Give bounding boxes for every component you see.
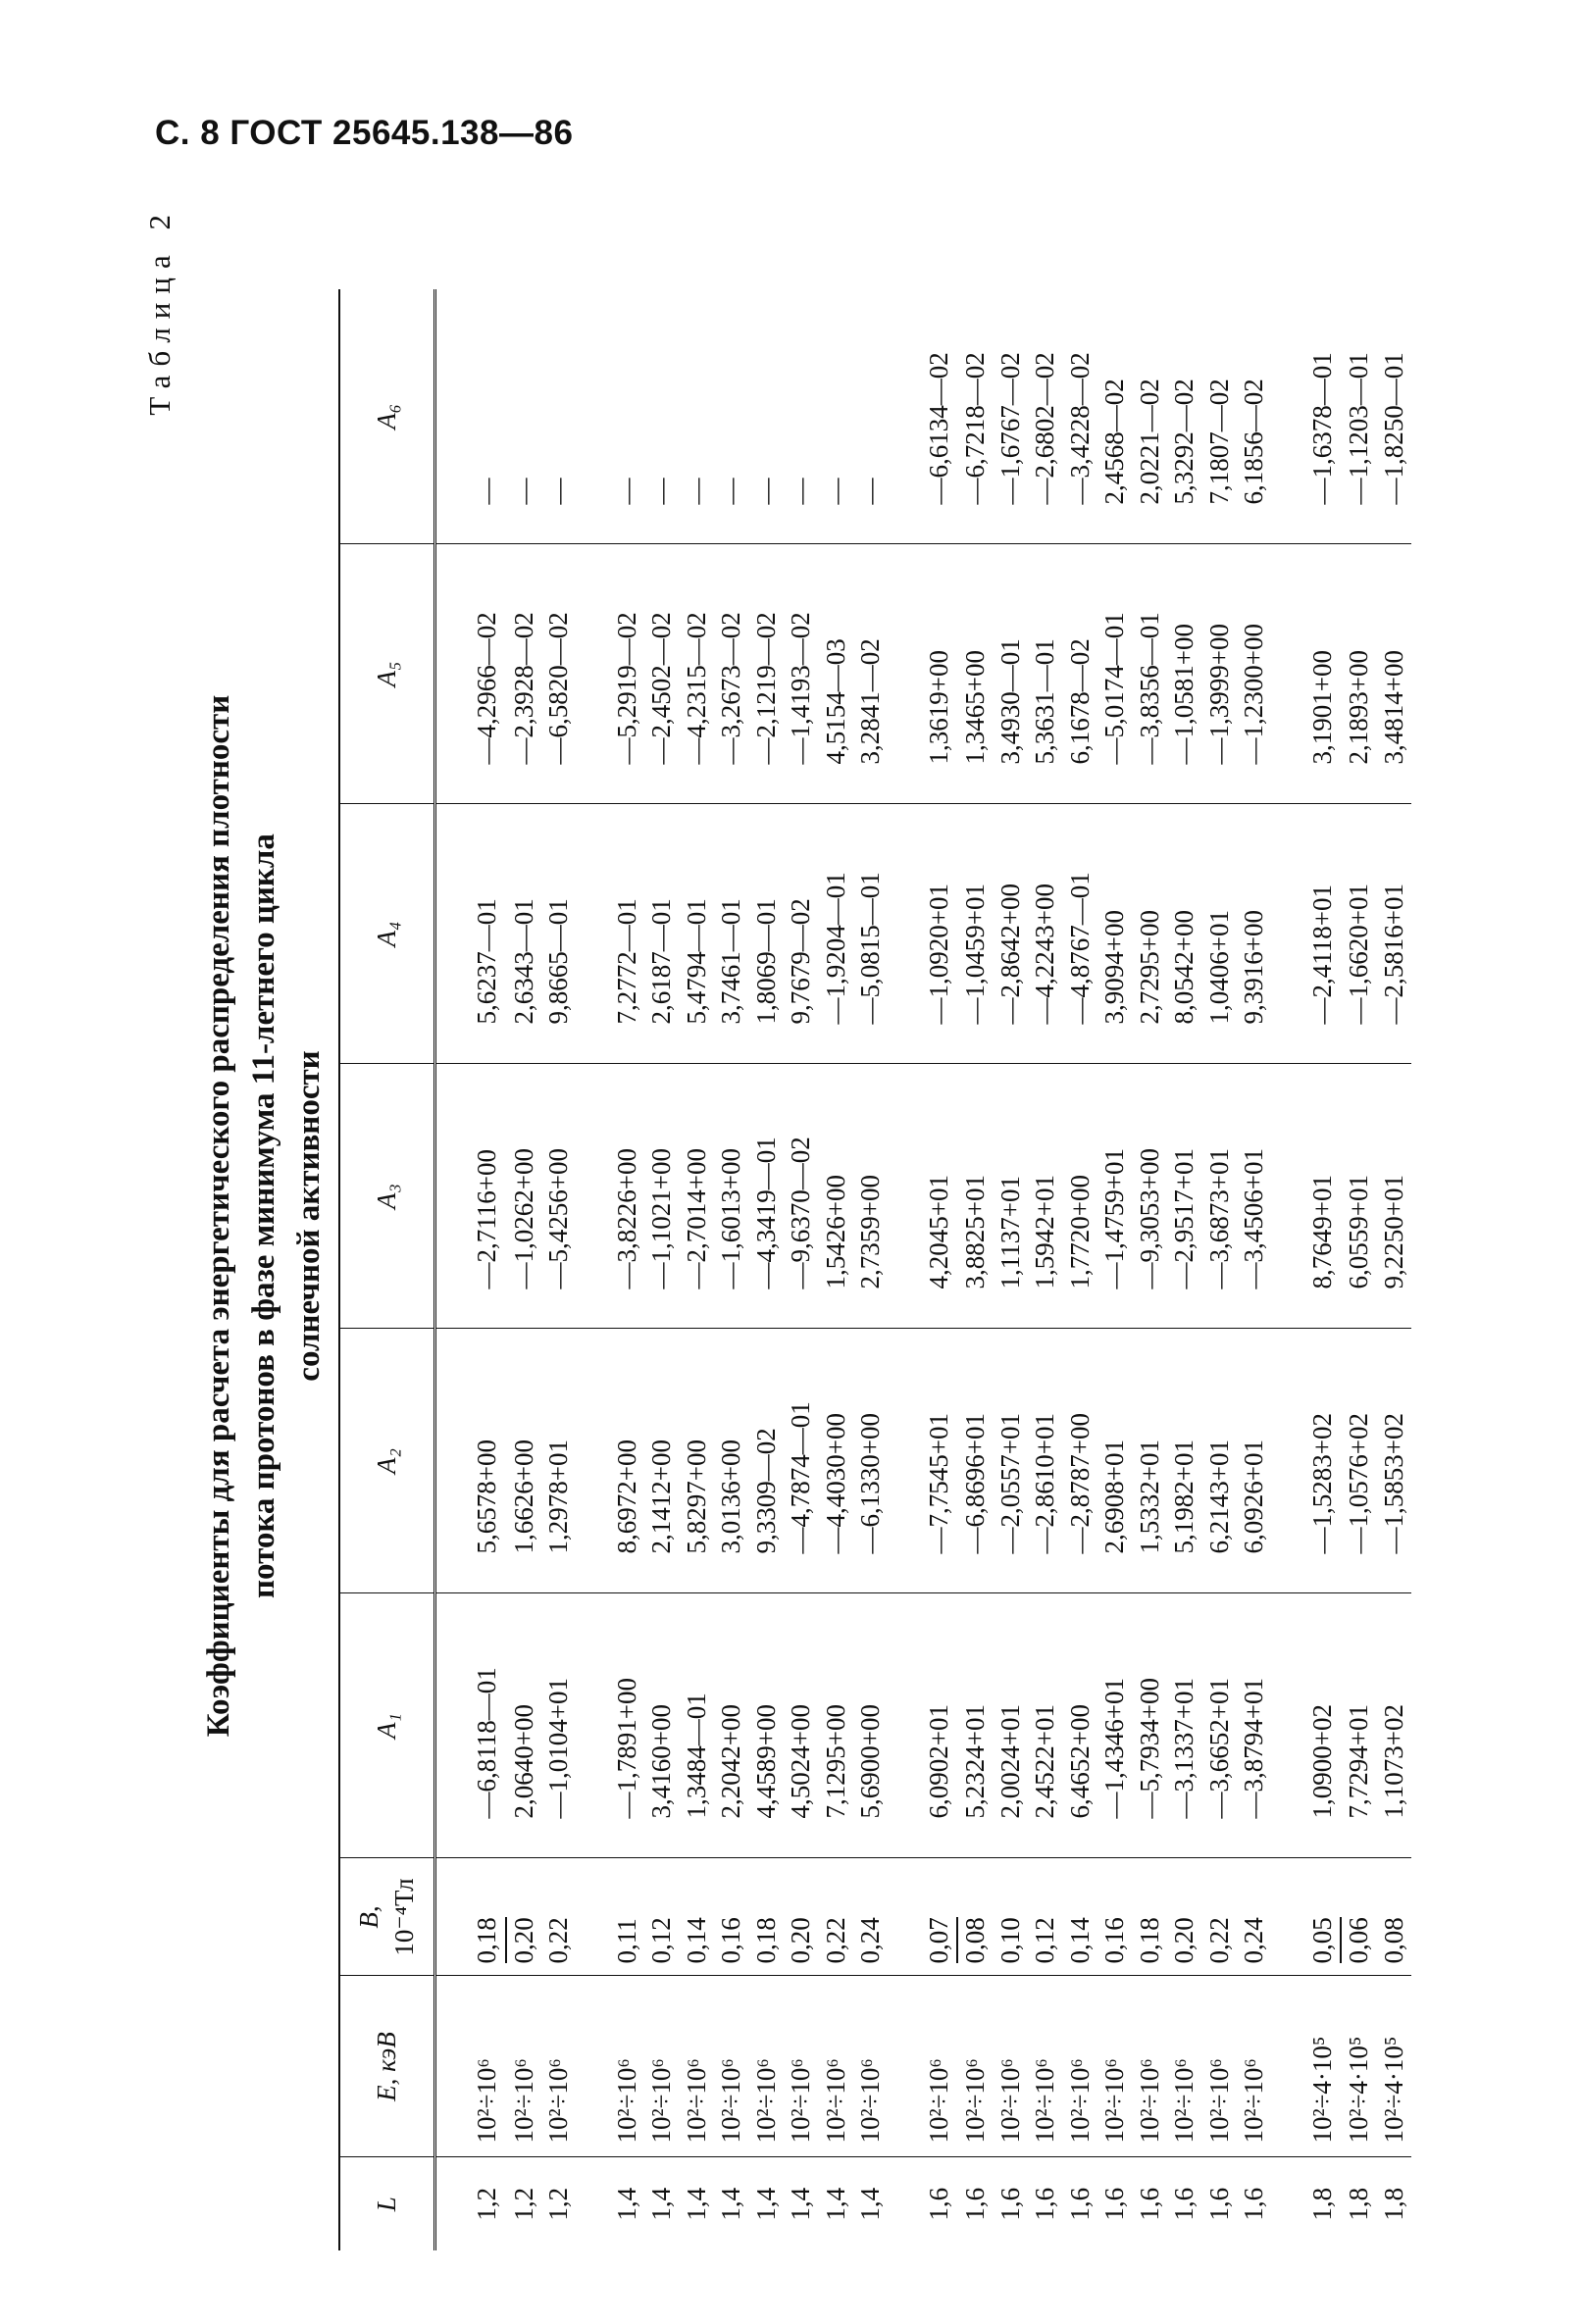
cell-a5: —4,2315—02 — [680, 544, 715, 804]
cell-a2: —2,0557+01 — [994, 1329, 1029, 1593]
header-a6: A₆ — [339, 289, 435, 544]
cell-a1: 1,1073+02 — [1377, 1593, 1412, 1858]
cell-a5: 1,3619+00 — [922, 544, 959, 804]
cell-a3: —1,0262+00 — [507, 1064, 542, 1329]
table-row — [610, 289, 645, 2250]
cell-a3: 2,7359+00 — [853, 1064, 889, 1329]
header-a4: A₄ — [339, 804, 435, 1064]
cell-a1: —3,1337+01 — [1167, 1593, 1202, 1858]
cell-a4: 9,7679—02 — [784, 804, 819, 1064]
cell-e: 10²÷10⁶ — [714, 1976, 749, 2157]
cell-a3: —2,7116+00 — [470, 1064, 507, 1329]
cell-a2: 5,1982+01 — [1167, 1329, 1202, 1593]
cell-l: 1,8 — [1377, 2157, 1412, 2250]
caption-line: потока протонов в фазе минимума 11-летнего цикла — [246, 834, 281, 1598]
cell-a4: 1,0406+01 — [1202, 804, 1238, 1064]
cell-a6: 2,0221—02 — [1134, 379, 1164, 505]
cell-a1: 2,0640+00 — [507, 1593, 542, 1858]
cell-b: 0,20 — [507, 1858, 542, 1976]
cell-a5: 2,1893+00 — [1342, 544, 1377, 804]
table-row — [1133, 289, 1168, 2250]
cell-b: 0,14 — [1063, 1858, 1098, 1976]
cell-a4: 9,3916+00 — [1237, 804, 1272, 1064]
cell-a1: —3,8794+01 — [1237, 1593, 1272, 1858]
cell-a4: 3,7461—01 — [714, 804, 749, 1064]
cell-b: 0,16 — [714, 1858, 749, 1976]
page-header: С. 8 ГОСТ 25645.138—86 — [155, 114, 574, 152]
cell-l: 1,6 — [1133, 2157, 1168, 2250]
table-row — [680, 289, 715, 2250]
cell-e: 10²÷10⁶ — [1063, 1976, 1098, 2157]
cell-a2: 9,3309—02 — [749, 1329, 785, 1593]
cell-e: 10²÷10⁶ — [749, 1976, 785, 2157]
cell-a5: 5,3631—01 — [1028, 544, 1063, 804]
rotated-table-block — [137, 152, 1408, 2280]
cell-a1: 6,0902+01 — [922, 1593, 959, 1858]
cell-a6: — — [786, 478, 815, 505]
cell-a4: 3,9094+00 — [1097, 804, 1133, 1064]
cell-a2: —1,5283+02 — [1305, 1329, 1343, 1593]
cell-l: 1,6 — [1097, 2157, 1133, 2250]
cell-l: 1,6 — [1167, 2157, 1202, 2250]
cell-a1: —6,8118—01 — [470, 1593, 507, 1858]
cell-a3: 1,5942+01 — [1028, 1064, 1063, 1329]
cell-l: 1,6 — [1202, 2157, 1238, 2250]
cell-l: 1,4 — [819, 2157, 854, 2250]
table-row — [1342, 289, 1377, 2250]
cell-a5: —1,3999+00 — [1202, 544, 1238, 804]
cell-l: 1,4 — [853, 2157, 889, 2250]
cell-a1: 6,4652+00 — [1063, 1593, 1098, 1858]
cell-l: 1,2 — [541, 2157, 577, 2250]
caption-line: Коэффициенты для расчета энергетического распределения плотности — [201, 694, 236, 1738]
cell-a4: —2,8642+00 — [994, 804, 1029, 1064]
cell-a6: —2,6802—02 — [1030, 352, 1059, 505]
table-label: Таблица 2 — [142, 206, 177, 416]
cell-e: 10²÷4·10⁵ — [1305, 1976, 1343, 2157]
cell-a1: 7,1295+00 — [819, 1593, 854, 1858]
cell-b — [1305, 1858, 1343, 1976]
cell-a5: 3,2841—02 — [853, 544, 889, 804]
cell-a3: 3,8825+01 — [958, 1064, 994, 1329]
cell-a4: 5,6237—01 — [470, 804, 507, 1064]
cell-e: 10²÷10⁶ — [1097, 1976, 1133, 2157]
cell-a2: 3,0136+00 — [714, 1329, 749, 1593]
cell-e: 10²÷10⁶ — [1202, 1976, 1238, 2157]
cell-e: 10²÷10⁶ — [541, 1976, 577, 2157]
cell-a2: —6,1330+00 — [853, 1329, 889, 1593]
cell-b: 0,12 — [1028, 1858, 1063, 1976]
cell-a6: —1,1203—01 — [1344, 352, 1373, 505]
cell-a5: —3,8356—01 — [1133, 544, 1168, 804]
cell-l: 1,6 — [1237, 2157, 1272, 2250]
cell-a5: —4,2966—02 — [470, 544, 507, 804]
cell-b: 0,22 — [541, 1858, 577, 1976]
cell-e: 10²÷10⁶ — [644, 1976, 680, 2157]
cell-b: 0,18 — [749, 1858, 785, 1976]
cell-a3: —9,3053+00 — [1133, 1064, 1168, 1329]
cell-a6: —1,6378—01 — [1306, 352, 1337, 505]
cell-e: 10²÷10⁶ — [1237, 1976, 1272, 2157]
cell-a6: 2,4568—02 — [1099, 379, 1129, 505]
header-row — [339, 289, 435, 2250]
cell-a6: — — [855, 478, 885, 505]
table-row — [749, 289, 785, 2250]
cell-e: 10²÷10⁶ — [470, 1976, 507, 2157]
cell-a5: —5,0174—01 — [1097, 544, 1133, 804]
cell-a4: 2,6343—01 — [507, 804, 542, 1064]
cell-a2: 2,1412+00 — [644, 1329, 680, 1593]
cell-a3: 1,5426+00 — [819, 1064, 854, 1329]
cell-a4: —1,0459+01 — [958, 804, 994, 1064]
cell-a5: 3,4930—01 — [994, 544, 1029, 804]
header-a5: A₅ — [339, 544, 435, 804]
cell-b: 0,08 — [1377, 1858, 1412, 1976]
cell-e: 10²÷4·10⁵ — [1377, 1976, 1412, 2157]
cell-a2: —4,4030+00 — [819, 1329, 854, 1593]
cell-b: 0,11 — [610, 1858, 645, 1976]
cell-a3: 9,2250+01 — [1377, 1064, 1412, 1329]
cell-a3: —4,3419—01 — [749, 1064, 785, 1329]
table-caption — [196, 152, 332, 2280]
cell-a6: 5,3292—02 — [1169, 379, 1198, 505]
table-row — [1377, 289, 1412, 2250]
cell-a1: —1,7891+00 — [610, 1593, 645, 1858]
cell-l: 1,6 — [1063, 2157, 1098, 2250]
cell-a1: 1,0900+02 — [1305, 1593, 1343, 1858]
cell-a2: —1,5853+02 — [1377, 1329, 1412, 1593]
header-a3: A₃ — [339, 1064, 435, 1329]
cell-a1: 4,5024+00 — [784, 1593, 819, 1858]
cell-a6: — — [750, 478, 781, 505]
cell-a3: —5,4256+00 — [541, 1064, 577, 1329]
cell-a3: 6,0559+01 — [1342, 1064, 1377, 1329]
cell-a1: 5,6900+00 — [853, 1593, 889, 1858]
cell-e: 10²÷10⁶ — [958, 1976, 994, 2157]
cell-a4: 7,2772—01 — [610, 804, 645, 1064]
table-row — [541, 289, 577, 2250]
cell-l: 1,4 — [644, 2157, 680, 2250]
cell-e: 10²÷4·10⁵ — [1342, 1976, 1377, 2157]
cell-a4: 5,4794—01 — [680, 804, 715, 1064]
cell-e: 10²÷10⁶ — [507, 1976, 542, 2157]
cell-a2: —6,8696+01 — [958, 1329, 994, 1593]
cell-b-value: 0,05 — [1305, 1917, 1343, 1963]
cell-a2: —7,7545+01 — [922, 1329, 959, 1593]
cell-a1: —3,6652+01 — [1202, 1593, 1238, 1858]
cell-a6: —1,6767—02 — [994, 352, 1025, 505]
cell-a5: —6,5820—02 — [541, 544, 577, 804]
cell-a6: — — [681, 478, 711, 505]
table-row — [1097, 289, 1133, 2250]
cell-a6: — — [543, 478, 573, 505]
table-row — [1167, 289, 1202, 2250]
cell-b-value: 0,07 — [922, 1917, 959, 1963]
cell-b — [470, 1858, 507, 1976]
table-body — [435, 289, 1412, 2250]
cell-l: 1,4 — [610, 2157, 645, 2250]
cell-l: 1,4 — [784, 2157, 819, 2250]
cell-a1: —5,7934+00 — [1133, 1593, 1168, 1858]
cell-a4: —2,5816+01 — [1377, 804, 1412, 1064]
cell-a3: —1,4759+01 — [1097, 1064, 1133, 1329]
header-l: L — [339, 2157, 435, 2250]
cell-a2: —2,8610+01 — [1028, 1329, 1063, 1593]
cell-b — [922, 1858, 959, 1976]
cell-a1: 2,2042+00 — [714, 1593, 749, 1858]
cell-b: 0,10 — [994, 1858, 1029, 1976]
cell-b: 0,20 — [1167, 1858, 1202, 1976]
cell-l: 1,6 — [922, 2157, 959, 2250]
cell-a5: —2,1219—02 — [749, 544, 785, 804]
cell-e: 10²÷10⁶ — [1028, 1976, 1063, 2157]
cell-b: 0,12 — [644, 1858, 680, 1976]
header-b-bottom: 10⁻⁴Тл — [388, 1878, 419, 1956]
table-row — [1063, 289, 1098, 2250]
cell-e: 10²÷10⁶ — [610, 1976, 645, 2157]
cell-a1: 3,4160+00 — [644, 1593, 680, 1858]
cell-a2: —2,8787+00 — [1063, 1329, 1098, 1593]
cell-b: 0,22 — [1202, 1858, 1238, 1976]
cell-a5: —5,2919—02 — [610, 544, 645, 804]
header-a1: A₁ — [339, 1593, 435, 1858]
cell-e: 10²÷10⁶ — [819, 1976, 854, 2157]
cell-a2: —4,7874—01 — [784, 1329, 819, 1593]
header-a2: A₂ — [339, 1329, 435, 1593]
cell-a4: —1,6620+01 — [1342, 804, 1377, 1064]
cell-a2: 8,6972+00 — [610, 1329, 645, 1593]
cell-a2: 2,6908+01 — [1097, 1329, 1133, 1593]
cell-a2: 1,5332+01 — [1133, 1329, 1168, 1593]
table-row — [644, 289, 680, 2250]
cell-b: 0,20 — [784, 1858, 819, 1976]
cell-b: 0,06 — [1342, 1858, 1377, 1976]
cell-e: 10²÷10⁶ — [784, 1976, 819, 2157]
cell-a3: 1,1137+01 — [994, 1064, 1029, 1329]
cell-b: 0,24 — [1237, 1858, 1272, 1976]
cell-b: 0,08 — [958, 1858, 994, 1976]
cell-a4: —5,0815—01 — [853, 804, 889, 1064]
header-e: E, кэВ — [339, 1976, 435, 2157]
table-row — [994, 289, 1029, 2250]
cell-a2: —1,0576+02 — [1342, 1329, 1377, 1593]
cell-e: 10²÷10⁶ — [922, 1976, 959, 2157]
cell-a4: —4,8767—01 — [1063, 804, 1098, 1064]
cell-b: 0,22 — [819, 1858, 854, 1976]
cell-a6: —6,6134—02 — [923, 352, 953, 505]
cell-a3: —2,7014+00 — [680, 1064, 715, 1329]
cell-a3: —9,6370—02 — [784, 1064, 819, 1329]
cell-a5: 3,1901+00 — [1305, 544, 1343, 804]
table-row — [784, 289, 819, 2250]
cell-l: 1,2 — [507, 2157, 542, 2250]
cell-a5: 1,3465+00 — [958, 544, 994, 804]
cell-l: 1,4 — [749, 2157, 785, 2250]
cell-l: 1,6 — [958, 2157, 994, 2250]
table-row — [958, 289, 994, 2250]
cell-a3: 8,7649+01 — [1305, 1064, 1343, 1329]
cell-a1: 2,4522+01 — [1028, 1593, 1063, 1858]
table-row — [1202, 289, 1238, 2250]
table-row — [1237, 289, 1272, 2250]
cell-a4: 2,7295+00 — [1133, 804, 1168, 1064]
cell-a6: — — [611, 478, 641, 505]
cell-b: 0,14 — [680, 1858, 715, 1976]
cell-l: 1,2 — [470, 2157, 507, 2250]
cell-a1: 7,7294+01 — [1342, 1593, 1377, 1858]
cell-a6: 7,1807—02 — [1203, 379, 1234, 505]
cell-a1: 4,4589+00 — [749, 1593, 785, 1858]
cell-a5: 6,1678—02 — [1063, 544, 1098, 804]
cell-a3: 4,2045+01 — [922, 1064, 959, 1329]
cell-a1: 2,0024+01 — [994, 1593, 1029, 1858]
cell-a4: —4,2243+00 — [1028, 804, 1063, 1064]
cell-a3: —3,6873+01 — [1202, 1064, 1238, 1329]
caption-line: солнечной активности — [291, 1050, 327, 1382]
header-b — [339, 1858, 435, 1976]
cell-a3: —1,6013+00 — [714, 1064, 749, 1329]
cell-a4: 2,6187—01 — [644, 804, 680, 1064]
table-row — [470, 289, 507, 2250]
cell-a5: —1,0581+00 — [1167, 544, 1202, 804]
cell-a6: — — [472, 478, 501, 505]
cell-a4: 1,8069—01 — [749, 804, 785, 1064]
cell-a6: — — [646, 478, 676, 505]
cell-a2: 5,8297+00 — [680, 1329, 715, 1593]
cell-a3: —3,4506+01 — [1237, 1064, 1272, 1329]
table-row — [1028, 289, 1063, 2250]
cell-a5: —2,4502—02 — [644, 544, 680, 804]
cell-l: 1,4 — [680, 2157, 715, 2250]
cell-a6: —1,8250—01 — [1378, 352, 1408, 505]
cell-a5: —1,2300+00 — [1237, 544, 1272, 804]
header-b-top: B, — [354, 1905, 383, 1929]
cell-a6: —6,7218—02 — [960, 352, 990, 505]
cell-b: 0,18 — [1133, 1858, 1168, 1976]
cell-a3: —3,8226+00 — [610, 1064, 645, 1329]
table-row — [853, 289, 889, 2250]
cell-l: 1,6 — [1028, 2157, 1063, 2250]
cell-a5: —3,2673—02 — [714, 544, 749, 804]
table-row — [714, 289, 749, 2250]
cell-a2: 6,0926+01 — [1237, 1329, 1272, 1593]
cell-b-value: 0,18 — [470, 1917, 507, 1963]
cell-a1: —1,0104+01 — [541, 1593, 577, 1858]
cell-a6: —3,4228—02 — [1064, 352, 1095, 505]
cell-a3: —1,1021+00 — [644, 1064, 680, 1329]
cell-a4: —1,0920+01 — [922, 804, 959, 1064]
cell-a4: 9,8665—01 — [541, 804, 577, 1064]
cell-b: 0,16 — [1097, 1858, 1133, 1976]
cell-e: 10²÷10⁶ — [1167, 1976, 1202, 2157]
cell-a4: —2,4118+01 — [1305, 804, 1343, 1064]
cell-a1: 5,2324+01 — [958, 1593, 994, 1858]
table-row — [507, 289, 542, 2250]
cell-e: 10²÷10⁶ — [853, 1976, 889, 2157]
cell-a5: 4,5154—03 — [819, 544, 854, 804]
cell-e: 10²÷10⁶ — [994, 1976, 1029, 2157]
cell-a1: —1,4346+01 — [1097, 1593, 1133, 1858]
table-row — [1305, 289, 1343, 2250]
cell-a4: —1,9204—01 — [819, 804, 854, 1064]
cell-l: 1,8 — [1342, 2157, 1377, 2250]
cell-a2: 5,6578+00 — [470, 1329, 507, 1593]
cell-l: 1,4 — [714, 2157, 749, 2250]
cell-a5: —1,4193—02 — [784, 544, 819, 804]
cell-a1: 1,3484—01 — [680, 1593, 715, 1858]
cell-a4: 8,0542+00 — [1167, 804, 1202, 1064]
cell-e: 10²÷10⁶ — [1133, 1976, 1168, 2157]
cell-a3: 1,7720+00 — [1063, 1064, 1098, 1329]
table-row — [922, 289, 959, 2250]
cell-e: 10²÷10⁶ — [680, 1976, 715, 2157]
coefficients-table — [338, 289, 1411, 2250]
cell-a5: 3,4814+00 — [1377, 544, 1412, 804]
cell-l: 1,8 — [1305, 2157, 1343, 2250]
table-row — [819, 289, 854, 2250]
cell-a6: — — [820, 478, 850, 505]
cell-a2: 1,2978+01 — [541, 1329, 577, 1593]
cell-a3: —2,9517+01 — [1167, 1064, 1202, 1329]
cell-l: 1,6 — [994, 2157, 1029, 2250]
cell-a2: 6,2143+01 — [1202, 1329, 1238, 1593]
cell-a6: 6,1856—02 — [1239, 379, 1268, 505]
cell-a5: —2,3928—02 — [507, 544, 542, 804]
cell-b: 0,24 — [853, 1858, 889, 1976]
cell-a6: — — [508, 478, 538, 505]
cell-a6: — — [716, 478, 745, 505]
cell-a2: 1,6626+00 — [507, 1329, 542, 1593]
